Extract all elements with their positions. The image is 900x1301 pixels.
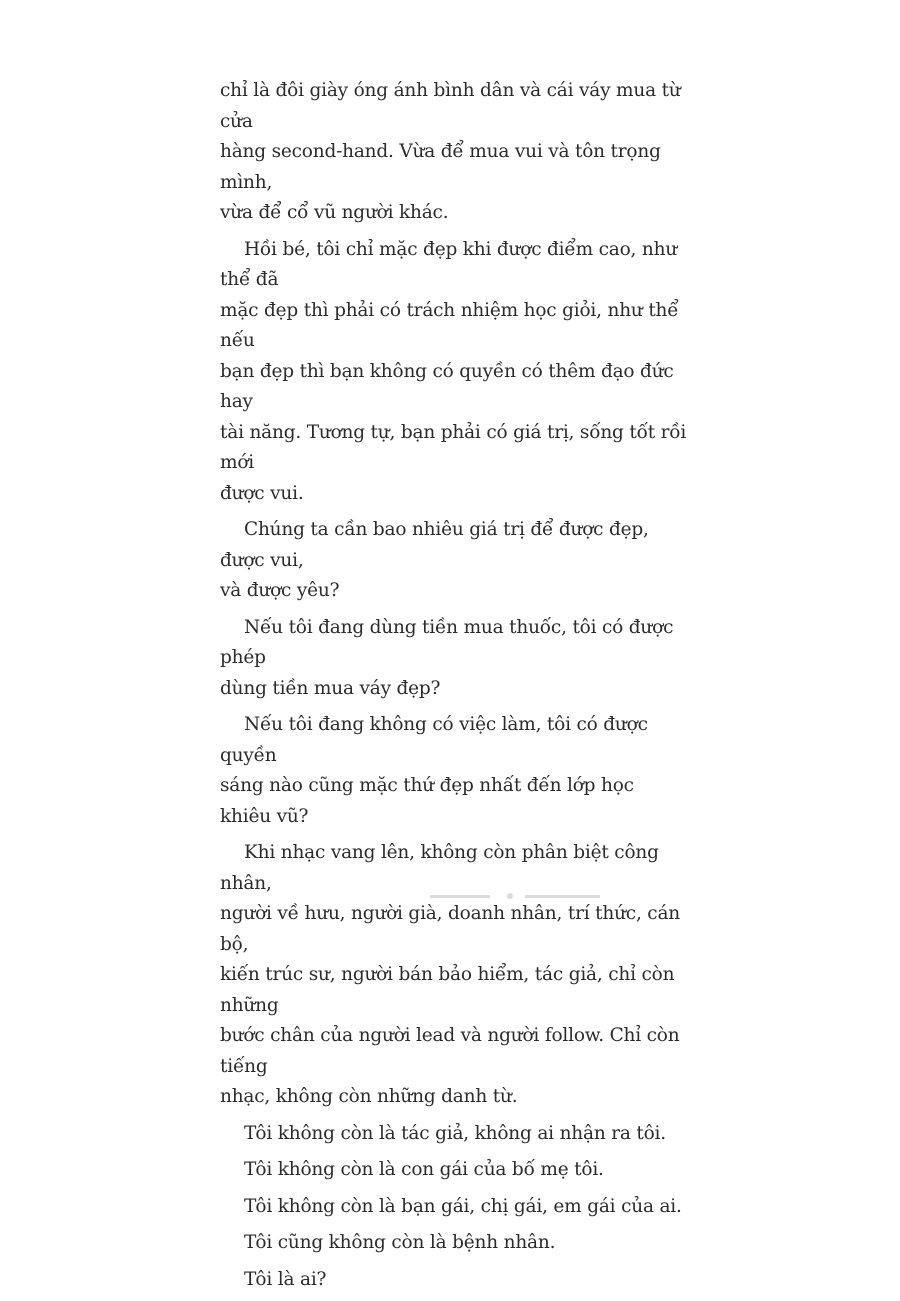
paragraph-who-am-i: Tôi là ai? [244,1268,327,1290]
paragraph-music: Khi nhạc vang lên, không còn phân biệt công nhân, người về hưu, người già, doanh nhân, trí thức, cán bộ, kiến trúc sư, người bán bảo hiểm, tác giả, chỉ còn những bước chân của người lead và người follow. Chỉ còn tiếng nhạc, không còn những danh từ. [220,842,681,1107]
paragraph-not-sister: Tôi không còn là bạn gái, chị gái, em gái của ai. [244,1195,682,1217]
watermark-stroke-right [525,895,600,898]
paragraph-question-job: Nếu tôi đang không có việc làm, tôi có được quyền sáng nào cũng mặc thứ đẹp nhất đến lớp học khiêu vũ? [220,714,648,827]
page-body-text [220,76,690,1301]
paragraph-childhood-dressing: Hồi bé, tôi chỉ mặc đẹp khi được điểm cao, như thể đã mặc đẹp thì phải có trách nhiệm học giỏi, như thể nếu bạn đẹp thì bạn không có quyền có thêm đạo đức hay tài năng. Tương tự, bạn phải có giá trị, sống tốt rồi mới được vui. [220,238,687,504]
paragraph-question-medicine: Nếu tôi đang dùng tiền mua thuốc, tôi có được phép dùng tiền mua váy đẹp? [220,616,674,699]
bottom-edge-watermark [430,893,600,899]
paragraph-not-author: Tôi không còn là tác giả, không ai nhận ra tôi. [244,1122,666,1144]
paragraph-not-daughter: Tôi không còn là con gái của bố mẹ tôi. [244,1159,604,1180]
watermark-stroke-left [430,895,490,898]
paragraph-not-patient: Tôi cũng không còn là bệnh nhân. [244,1232,556,1253]
paragraph-continuation: chỉ là đôi giày óng ánh bình dân và cái váy mua từ cửa hàng second-hand. Vừa để mua vui và tôn trọng mình, vừa để cổ vũ người khác. [220,80,681,223]
paragraph-question-value: Chúng ta cần bao nhiêu giá trị để được đẹp, được vui, và được yêu? [220,519,649,601]
watermark-dot [507,893,513,899]
